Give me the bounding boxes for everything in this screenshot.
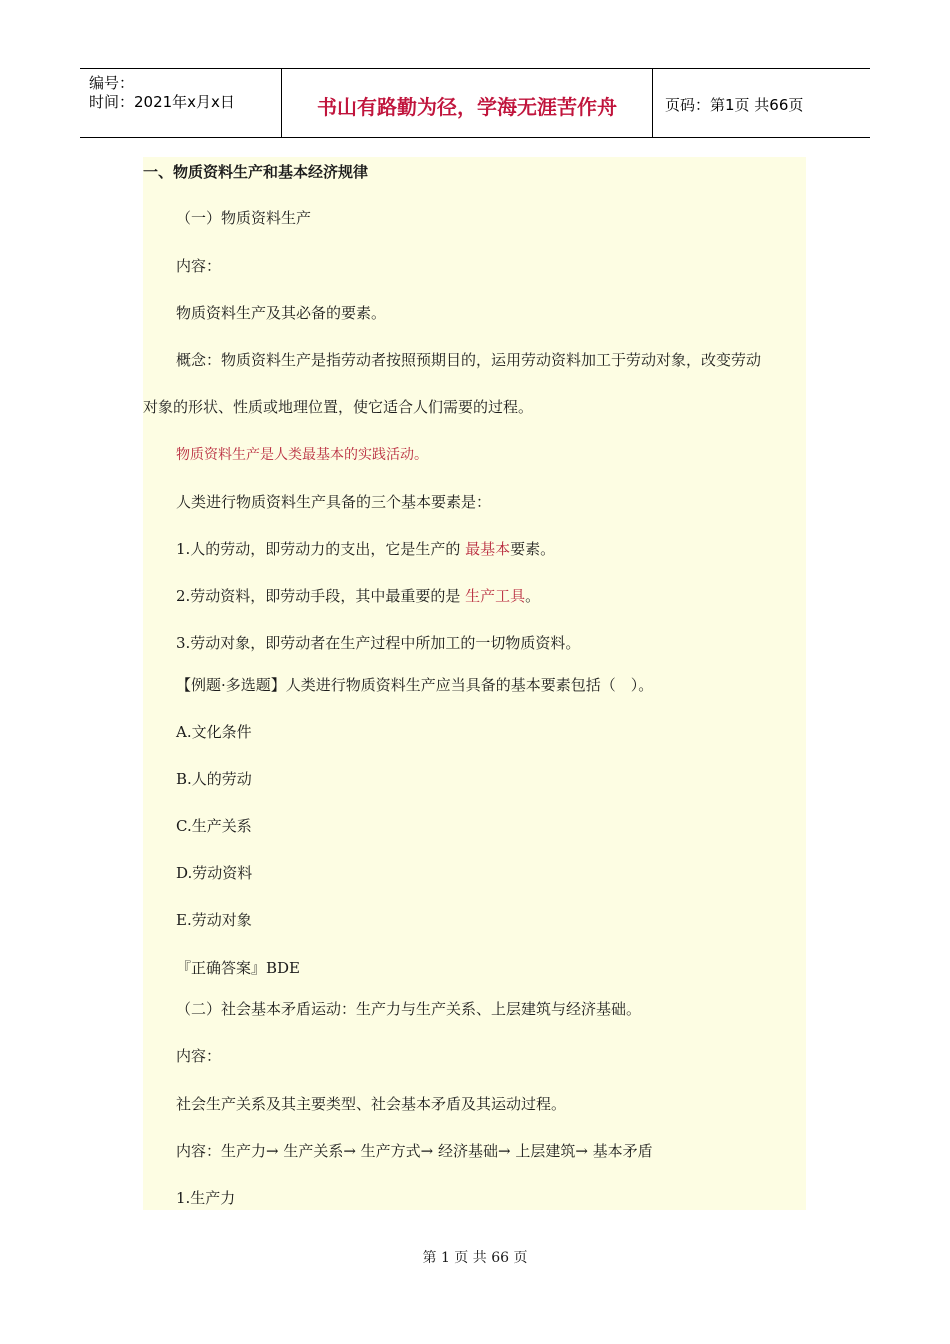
element2-highlight: 生产工具 bbox=[465, 587, 526, 605]
element1-prefix: 1.人的劳动，即劳动力的支出，它是生产的 bbox=[176, 540, 466, 558]
date-label: 时间：2021年x月x日 bbox=[89, 93, 235, 111]
header-middle-cell bbox=[282, 69, 653, 137]
element1-suffix: 要素。 bbox=[510, 540, 556, 558]
flow-line: 内容：生产力→ 生产关系→ 生产方式→ 经济基础→ 上层建筑→ 基本矛盾 bbox=[176, 1142, 653, 1160]
header-right-cell bbox=[653, 69, 870, 137]
section1-title: 一、物质资料生产和基本经济规律 bbox=[143, 163, 369, 181]
concept-line-1: 概念：物质资料生产是指劳动者按照预期目的，运用劳动资料加工于劳动对象，改变劳动 bbox=[176, 351, 762, 369]
option-a: A.文化条件 bbox=[176, 723, 252, 741]
example-question: 【例题·多选题】人类进行物质资料生产应当具备的基本要素包括（ ）。 bbox=[176, 676, 654, 694]
subsection2-title: （二）社会基本矛盾运动：生产力与生产关系、上层建筑与经济基础。 bbox=[176, 1000, 642, 1018]
content-label-2: 内容： bbox=[176, 1047, 222, 1065]
element-2 bbox=[176, 587, 540, 605]
option-b: B.人的劳动 bbox=[176, 770, 252, 788]
content-text-2: 社会生产关系及其主要类型、社会基本矛盾及其运动过程。 bbox=[176, 1095, 567, 1113]
number-label: 编号： bbox=[89, 74, 135, 92]
header-left-cell bbox=[80, 69, 282, 137]
answer: 『正确答案』BDE bbox=[176, 959, 300, 977]
element-3: 3.劳动对象，即劳动者在生产过程中所加工的一切物质资料。 bbox=[176, 634, 581, 652]
three-elements-intro: 人类进行物质资料生产具备的三个基本要素是： bbox=[176, 493, 492, 511]
content-label-1: 内容： bbox=[176, 257, 222, 275]
element1-highlight: 最基本 bbox=[465, 540, 511, 558]
option-c: C.生产关系 bbox=[176, 817, 252, 835]
item-productivity: 1.生产力 bbox=[176, 1189, 236, 1207]
option-d: D.劳动资料 bbox=[176, 864, 253, 882]
element2-prefix: 2.劳动资料，即劳动手段，其中最重要的是 bbox=[176, 587, 466, 605]
document-header bbox=[80, 68, 870, 138]
motto: 书山有路勤为径，学海无涯苦作舟 bbox=[317, 95, 617, 119]
element-1 bbox=[176, 540, 555, 558]
element2-suffix: 。 bbox=[525, 587, 541, 605]
subsection1-title: （一）物质资料生产 bbox=[176, 209, 312, 227]
concept-line-2: 对象的形状、性质或地理位置，使它适合人们需要的过程。 bbox=[143, 398, 534, 416]
option-e: E.劳动对象 bbox=[176, 911, 252, 929]
page-footer: 第 1 页 共 66 页 bbox=[422, 1250, 528, 1266]
content-text-1: 物质资料生产及其必备的要素。 bbox=[176, 304, 387, 322]
page-info: 页码：第1页 共66页 bbox=[665, 96, 804, 114]
highlight-sentence: 物质资料生产是人类最基本的实践活动。 bbox=[176, 447, 428, 463]
content-area bbox=[143, 157, 806, 1210]
